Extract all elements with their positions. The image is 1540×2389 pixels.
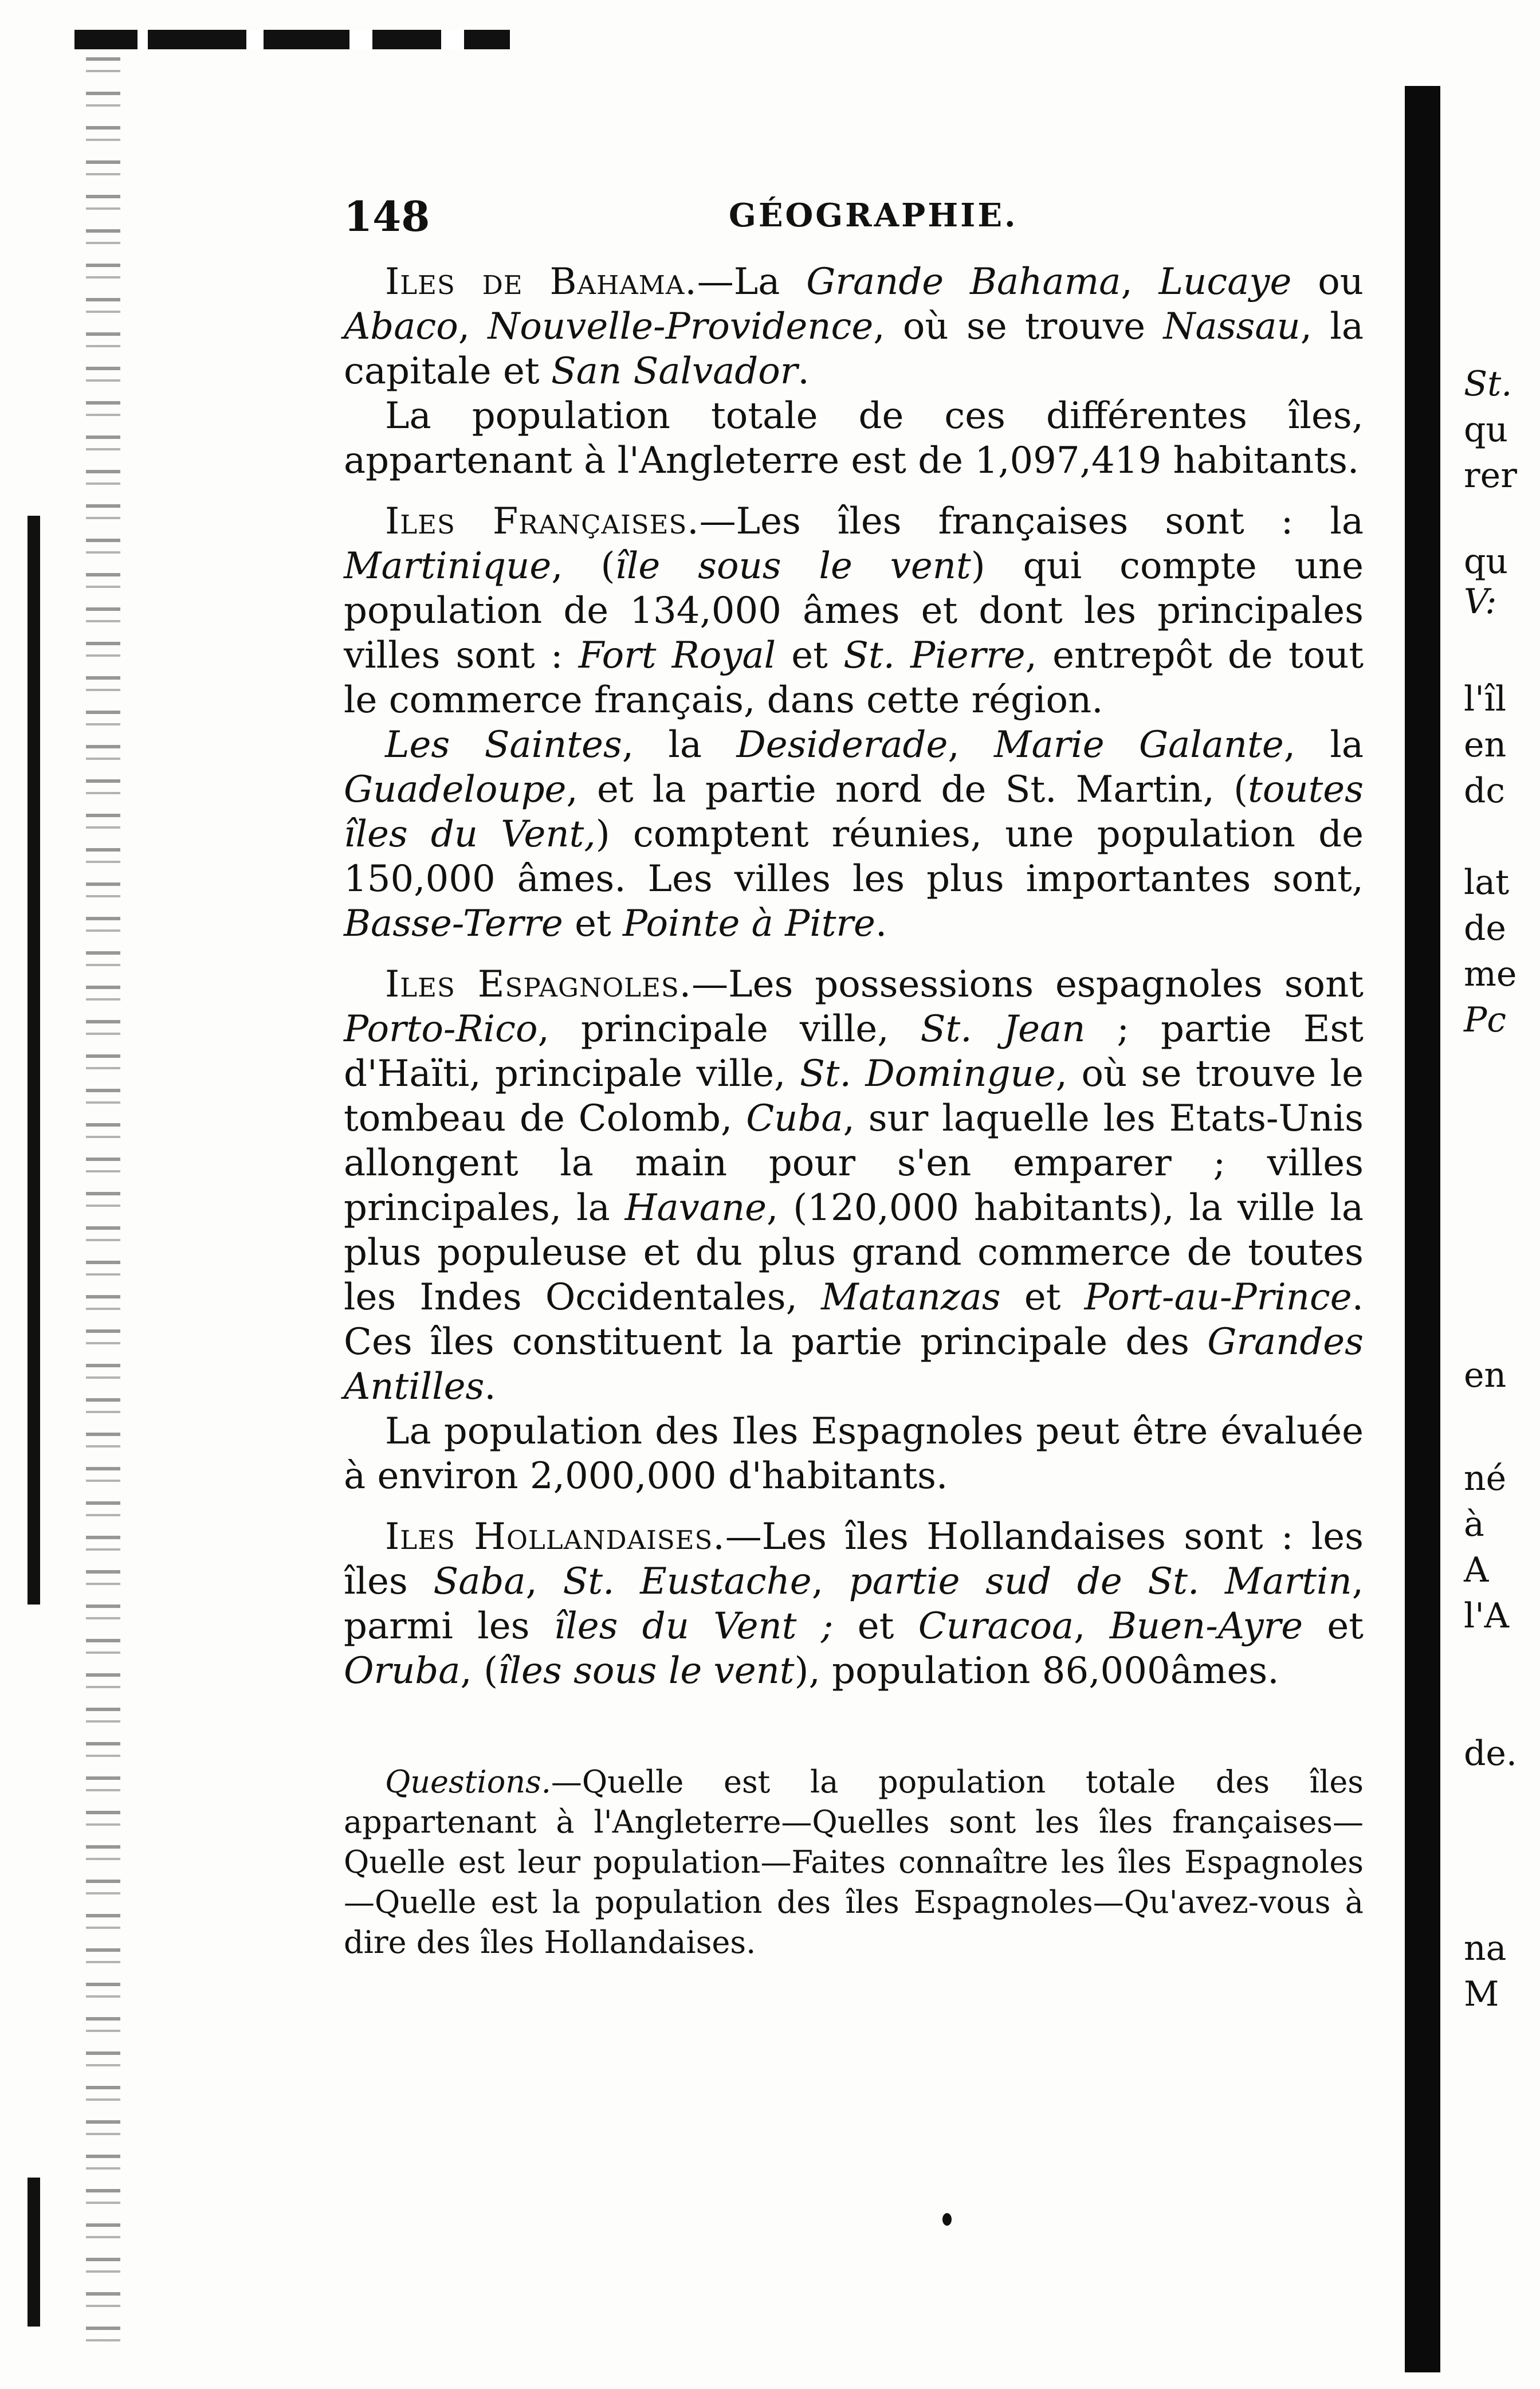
binding-shadow [1405,86,1440,2372]
paragraph-iles-francaises [344,499,1364,723]
italic-run: Buen-Ayre [1109,1605,1303,1647]
paragraph-population-espagnoles [344,1409,1364,1498]
italic-run: Les Saintes [385,724,622,766]
section-heading: Iles Françaises. [385,500,700,543]
text-run: , [948,724,995,766]
italic-run: Guadeloupe [344,768,567,811]
text-run: , la [622,724,737,766]
italic-run: toutes îles du Vent, [344,768,1364,856]
paragraph-les-saintes [344,723,1364,946]
fragment: né [1464,1458,1507,1498]
fragment: A [1464,1550,1489,1590]
text-run: , la capitale et [344,305,1364,393]
text-run: et [833,1605,918,1647]
running-title: GÉOGRAPHIE. [729,197,1018,234]
italic-run: Marie Galante [994,724,1284,766]
text-run: , ( [460,1650,498,1692]
text-run: , [458,305,488,348]
fragment: qu [1464,410,1508,450]
fragment: à [1464,1504,1484,1544]
page-number: 148 [344,192,430,241]
text-run: , [1121,261,1159,303]
section-heading: Iles de Bahama. [385,261,697,303]
text-run: , la [1283,724,1364,766]
adjacent-page-fragments [1464,344,1538,2292]
italic-run: Port-au-Prince [1084,1276,1352,1319]
italic-run: Matanzas [821,1276,1001,1319]
fragment: de. [1464,1733,1517,1774]
text-run: —Quelle est la population totale des îles appartenant à l'Angleterre—Quelles sont les îles françaises—Quelle est leur population—Faites connaître les îles Espagnoles—Quelle est la population des îles Espagnoles—Qu'avez-vous à dire des îles Hollandaises. [344,1764,1364,1960]
fragment: en [1464,1355,1507,1395]
italic-run: St. Pierre [843,634,1026,677]
section-heading: Iles Espagnoles. [385,963,692,1006]
fragment: me [1464,954,1517,994]
italic-run: Fort Royal [578,634,776,677]
italic-run: îles sous le vent [498,1650,795,1692]
italic-run: San Salvador [551,350,798,393]
text-run: ), population 86,000âmes. [794,1650,1279,1692]
text-run: ; partie Est d'Haïti, principale ville, [344,1008,1364,1095]
fragment: lat [1464,862,1510,903]
fragment: dc [1464,771,1506,811]
fragment: de [1464,908,1506,948]
fragment: Pc [1464,1000,1506,1040]
text-run: La population totale de ces différentes îles, appartenant à l'Angleterre est de 1,097,419 habitants. [344,395,1364,482]
italic-run: Basse-Terre [344,903,563,945]
section-heading: Iles Hollandaises. [385,1516,725,1558]
text-run: —Les îles Hollandaises sont : les îles [344,1516,1364,1603]
text-run: . [484,1366,496,1408]
text-run: , et la partie nord de St. Martin, ( [566,768,1248,811]
text-run: , [525,1560,563,1603]
scan-edge-left [86,57,120,2361]
italic-run: Porto-Rico [344,1008,538,1050]
italic-run: Grande Bahama [806,261,1121,303]
text-run: , entrepôt de tout le commerce français, dans cette région. [344,634,1364,721]
text-run: . [798,350,810,393]
italic-run: Cuba [746,1097,843,1140]
italic-run: Nassau [1163,305,1301,348]
scan-edge-bar [28,2178,40,2327]
italic-run: St. Eustache [563,1560,812,1603]
text-run: La population des Iles Espagnoles peut être évaluée à environ 2,000,000 d'habitants. [344,1410,1364,1497]
italic-run: St. Domingue [799,1053,1056,1095]
page-header [344,192,1364,244]
paragraph-iles-bahama [344,260,1364,394]
text-run: , principale ville, [537,1008,921,1050]
italic-run: Saba [433,1560,526,1603]
scan-edge-top [74,30,510,49]
text-run: ) qui compte une population de 134,000 âmes et dont les principales villes sont : [344,545,1364,677]
fragment: l'A [1464,1596,1510,1636]
text-run: . Ces îles constituent la partie principale des [344,1276,1364,1363]
italic-run: Oruba [344,1650,461,1692]
italic-run: Havane [624,1187,767,1229]
text-run: , ( [551,545,615,587]
fragment: l'îl [1464,679,1507,719]
italic-run: Curacoa [918,1605,1074,1647]
text-run: et [1303,1605,1364,1647]
fragment: V: [1464,582,1497,622]
fragment: M [1464,1974,1499,2014]
italic-run: Grandes Antilles [344,1321,1364,1408]
page-text [344,192,1364,1994]
italic-run: Nouvelle-Providence [488,305,874,348]
italic-run: Pointe à Pitre [623,903,875,945]
fragment: na [1464,1928,1507,1968]
italic-run: partie sud de St. Martin [848,1560,1352,1603]
text-run: —Les îles françaises sont : la [699,500,1364,543]
text-run: et [1000,1276,1085,1319]
text-run: et [776,634,844,677]
text-run: ou [1291,261,1364,303]
fragment: St. [1464,364,1512,404]
study-questions [344,1762,1364,1963]
paragraph-iles-espagnoles [344,962,1364,1409]
ink-speck [942,2213,952,2226]
text-run: et [563,903,623,945]
text-run: , [1074,1605,1110,1647]
text-run: , (120,000 habitants), la ville la plus populeuse et du plus grand commerce de toutes les Indes Occidentales, [344,1187,1364,1319]
paragraph-iles-hollandaises [344,1515,1364,1693]
text-run: , où se trouve le tombeau de Colomb, [344,1053,1364,1140]
italic-run: Questions. [385,1764,551,1800]
italic-run: Desiderade [736,724,948,766]
fragment: rer [1464,456,1517,496]
italic-run: île sous le vent [615,545,971,587]
italic-run: Lucaye [1158,261,1292,303]
text-run: , sur laquelle les Etats-Unis allongent la main pour s'en emparer ; villes principales, la [344,1097,1364,1229]
italic-run: Abaco [344,305,458,348]
paragraph-population-bahama [344,394,1364,483]
text-run: ) comptent réunies, une population de 150,000 âmes. Les villes les plus importantes sont, [344,813,1364,900]
text-run: —La [697,261,807,303]
text-run: , parmi les [344,1560,1364,1647]
italic-run: Martinique [344,545,552,587]
text-run: . [875,903,887,945]
italic-run: îles du Vent ; [553,1605,834,1647]
text-run: , [811,1560,849,1603]
fragment: en [1464,725,1507,765]
scan-edge-bar [28,516,40,1605]
fragment: qu [1464,542,1508,582]
italic-run: St. Jean [920,1008,1086,1050]
text-run: —Les possessions espagnoles sont [692,963,1364,1006]
text-run: , où se trouve [873,305,1164,348]
